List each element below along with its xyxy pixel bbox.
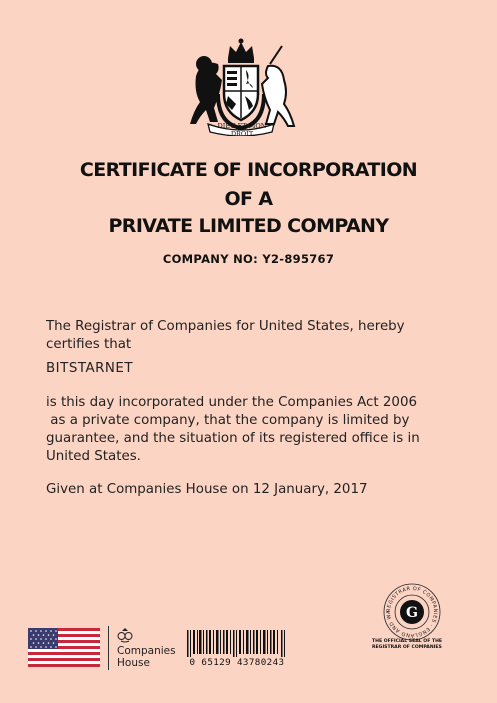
crest-small-icon xyxy=(117,627,133,643)
seal-caption xyxy=(372,639,462,650)
barcode xyxy=(186,630,288,670)
seal-caption-line-2: REGISTRAR OF COMPANIES xyxy=(372,644,442,650)
seal-caption-line-1: THE OFFICIAL SEAL OF THE xyxy=(372,639,443,644)
registrar-seal xyxy=(370,582,460,652)
incorporation-statement xyxy=(46,394,466,466)
statement-line-2: as a private company, that the company is limited by xyxy=(46,413,410,428)
seal-ring-text: REGISTRAR OF COMPANIES · ENGLAND AND WA xyxy=(385,585,439,639)
royal-coat-of-arms xyxy=(186,36,296,136)
seal-letter: G xyxy=(406,605,418,621)
company-name: BITSTARNET xyxy=(46,361,134,376)
statement-line-1: is this day incorporated under the Companies Act 2006 xyxy=(46,395,417,410)
intro-line-1: The Registrar of Companies for United States, hereby xyxy=(46,319,405,334)
barcode-number: 0 65129 43780243 xyxy=(189,657,285,668)
companies-house-logo xyxy=(108,626,178,670)
statement-line-3: guarantee, and the situation of its registered office is in xyxy=(46,431,420,446)
certificate-title-line3: PRIVATE LIMITED COMPANY xyxy=(108,215,389,237)
companies-house-line-1: Companies xyxy=(117,645,176,657)
certificate-title-line1: CERTIFICATE OF INCORPORATION xyxy=(79,159,418,181)
certificate-title-line2: OF A xyxy=(224,188,273,210)
intro-line-2: certifies that xyxy=(46,337,132,352)
barcode-bars xyxy=(186,630,288,657)
statement-line-4: United States. xyxy=(46,449,141,464)
us-flag-icon xyxy=(28,628,100,667)
intro-text xyxy=(46,318,466,354)
given-at-text: Given at Companies House on 12 January, 2017 xyxy=(46,482,368,497)
company-number: COMPANY NO: Y2-895767 xyxy=(162,252,335,266)
crest-motto: DIEU ET MON DROIT xyxy=(217,122,267,138)
companies-house-line-2: House xyxy=(117,657,150,669)
